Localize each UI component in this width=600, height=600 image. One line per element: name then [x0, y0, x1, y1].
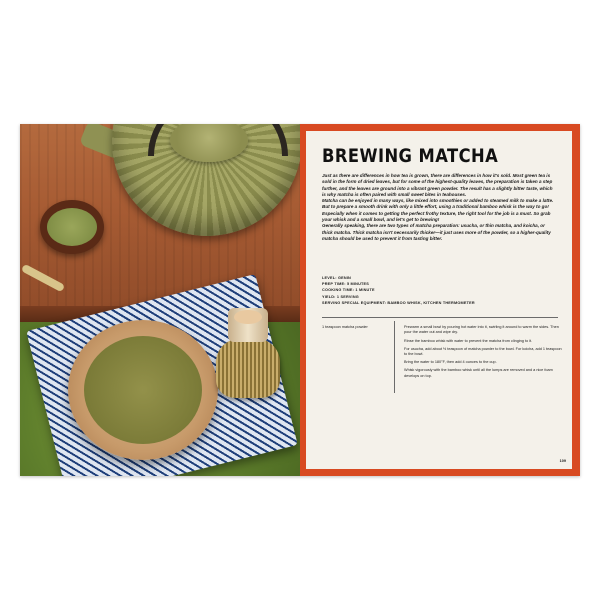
recipe-meta: [322, 275, 562, 306]
meta-label: PREP TIME:: [322, 282, 346, 287]
step-item: Bring the water to 180°F, then add 4 ounces to the cup.: [404, 360, 497, 365]
page-number: 109: [559, 459, 566, 463]
recipe-intro: [322, 173, 554, 242]
step-item: For usucha, add about ½ teaspoon of matcha powder to the bowl. For koicha, add 1 teaspoon to the bowl.: [404, 346, 562, 356]
recipe-page-paper: [306, 131, 572, 469]
ingredients-list: [322, 325, 390, 331]
step-item: Prewarm a small bowl by pouring hot water into it, swirling it around to warm the sides. Then pour the water out and wipe dry.: [404, 325, 559, 335]
matcha-photo: [20, 124, 300, 476]
meta-label: YIELD:: [322, 294, 336, 299]
meta-value: 1 MINUTE: [355, 288, 375, 293]
column-divider: [394, 321, 395, 393]
meta-value: 1 SERVING: [336, 294, 359, 299]
bamboo-whisk: [216, 338, 280, 398]
meta-value: GENIN: [337, 276, 351, 280]
intro-paragraph: Matcha can be enjoyed in many ways, like mixed into smoothies or added to steamed milk to make a latte. But to prepare a smooth drink with only a little effort, using a traditional bamboo whisk is the way to go! Especially when it comes to getting the perfect frothy texture, the right tool for the job is a must. So grab your whisk and a small bowl, and let's get to brewing!: [322, 198, 554, 223]
meta-label: LEVEL:: [322, 276, 337, 280]
meta-value: 5 MINUTES: [346, 282, 369, 287]
whisk-holder-opening: [234, 310, 262, 324]
intro-paragraph: Generally speaking, there are two types of matcha preparation: usucha, or thin matcha, and koicha, or thick matcha. Thick matcha isn't necessarily thicker—it just uses more of the powder, so a higher-quality matcha should be used to prevent it from tasting bitter.: [322, 223, 551, 241]
matcha-tea: [84, 336, 202, 444]
ingredient-item: 1 teaspoon matcha powder: [322, 325, 368, 329]
meta-equipment: [322, 300, 562, 306]
meta-value: BAMBOO WHISK, KITCHEN THERMOMETER: [387, 300, 475, 305]
meta-label: COOKING TIME:: [322, 288, 355, 293]
divider: [322, 317, 558, 318]
teapot-handle: [148, 124, 288, 156]
intro-paragraph: Just as there are differences in how tea is grown, there are differences in how it's sold. Most green tea is sold in the form of dried leaves, but for some of the highest-quality leaves, the preparation is taken a step further, and the leaves are ground into a vibrant green powder. The result has a slightly bitter taste, which is why matcha is often paired with small sweet bites in teahouses.: [322, 173, 553, 197]
recipe-title: BREWING MATCHA: [322, 145, 499, 167]
matcha-powder: [47, 208, 97, 246]
steps-list: [404, 325, 562, 382]
book-spread: [20, 124, 580, 476]
recipe-page: [300, 124, 580, 476]
step-item: Rinse the bamboo whisk with water to prevent the matcha from clinging to it.: [404, 338, 533, 343]
step-item: Whisk vigorously with the bamboo whisk until all the lumps are removed and a nice foam develops on top.: [404, 368, 553, 378]
meta-label: SERVING SPECIAL EQUIPMENT:: [322, 300, 387, 305]
